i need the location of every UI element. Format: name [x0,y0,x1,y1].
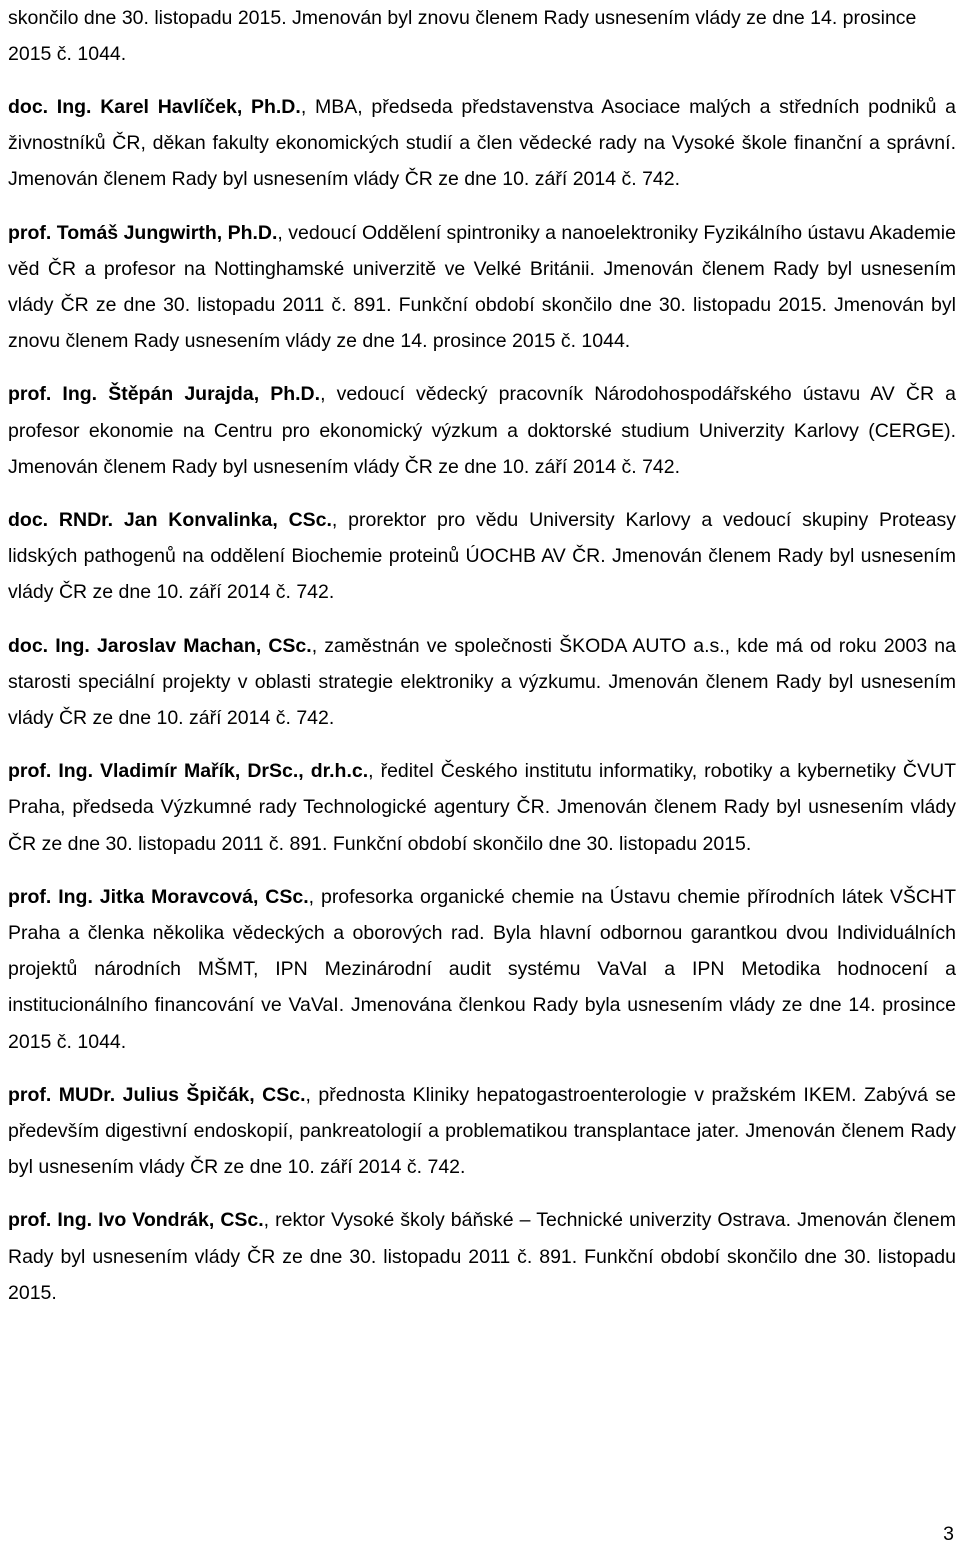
member-description: , prorektor pro vědu University Karlovy a vedoucí skupiny Proteasy lidských pathogenů na oddělení Biochemie proteinů ÚOCHB AV ČR. Jmenován členem Rady byl usnesením vlády ČR ze dne 10. září 2014 č. 742. [8,509,956,604]
member-name: doc. Ing. Jaroslav Machan, CSc. [8,634,312,657]
member-entry [8,502,956,611]
member-name: prof. Ing. Jitka Moravcová, CSc. [8,885,309,908]
document-page [8,0,956,1311]
intro-paragraph: skončilo dne 30. listopadu 2015. Jmenován byl znovu členem Rady usnesením vlády ze dne 14. prosince 2015 č. 1044. [8,7,917,65]
member-name: prof. Tomáš Jungwirth, Ph.D. [8,221,278,244]
page-number: 3 [943,1523,954,1545]
member-description: , vedoucí vědecký pracovník Národohospodářského ústavu AV ČR a profesor ekonomie na Centru pro ekonomický výzkum a doktorské studium Univerzity Karlovy (CERGE). Jmenován členem Rady byl usnesením vlády ČR ze dne 10. září 2014 č. 742. [8,383,956,478]
member-name: prof. MUDr. Julius Špičák, CSc. [8,1083,306,1106]
member-description: , profesorka organické chemie na Ústavu chemie přírodních látek VŠCHT Praha a členka několika vědeckých a oborových rad. Byla hlavní odbornou garantkou dvou Individuálních projektů národních MŠMT, IPN Mezinárodní audit systému VaVaI a IPN Metodika hodnocení a institucionálního financování ve VaVaI. Jmenována členkou Rady byla usnesením vlády ze dne 14. prosince 2015 č. 1044. [8,885,956,1053]
member-entry [8,1077,956,1186]
member-description: , zaměstnán ve společnosti ŠKODA AUTO a.s., kde má od roku 2003 na starosti speciální projekty v oblasti strategie elektroniky a výzkumu. Jmenován členem Rady byl usnesením vlády ČR ze dne 10. září 2014 č. 742. [8,634,956,730]
member-entry [8,89,956,198]
member-name: doc. Ing. Karel Havlíček, Ph.D. [8,96,301,118]
member-name: prof. Ing. Ivo Vondrák, CSc. [8,1209,264,1232]
member-name: doc. RNDr. Jan Konvalinka, CSc. [8,509,332,532]
member-entry [8,879,956,1060]
member-entry [8,215,956,360]
member-description: , MBA, předseda představenstva Asociace malých a středních podniků a živnostníků ČR, děkan fakulty ekonomických studií a člen vědecké rady na Vysoké škole finanční a správní. Jmenován členem Rady byl usnesením vlády ČR ze dne 10. září 2014 č. 742. [8,96,956,191]
member-description: , vedoucí Oddělení spintroniky a nanoelektroniky Fyzikálního ústavu Akademie věd ČR a profesor na Nottinghamské univerzitě ve Velké Británii. Jmenován členem Rady byl usnesením vlády ČR ze dne 30. listopadu 2011 č. 891. Funkční období skončilo dne 30. listopadu 2015. Jmenován byl znovu členem Rady usnesením vlády ze dne 14. prosince 2015 č. 1044. [8,221,956,353]
member-entry [8,753,956,862]
member-entry [8,376,956,485]
member-description: , rektor Vysoké školy báňské – Technické univerzity Ostrava. Jmenován členem Rady byl usnesením vlády ČR ze dne 30. listopadu 2011 č. 891. Funkční období skončilo dne 30. listopadu 2015. [8,1209,956,1304]
member-description: , přednosta Kliniky hepatogastroenterologie v pražském IKEM. Zabývá se především digestivní endoskopií, pankreatologií a problematikou transplantace jater. Jmenován členem Rady byl usnesením vlády ČR ze dne 10. září 2014 č. 742. [8,1083,957,1179]
member-entry [8,1202,956,1311]
member-name: prof. Ing. Vladimír Mařík, DrSc., dr.h.c. [8,760,369,783]
member-description: , ředitel Českého institutu informatiky, robotiky a kybernetiky ČVUT Praha, předseda Výzkumné rady Technologické agentury ČR. Jmenován členem Rady byl usnesením vlády ČR ze dne 30. listopadu 2011 č. 891. Funkční období skončilo dne 30. listopadu 2015. [8,760,956,855]
member-entry [8,628,956,737]
member-name: prof. Ing. Štěpán Jurajda, Ph.D. [8,383,321,406]
